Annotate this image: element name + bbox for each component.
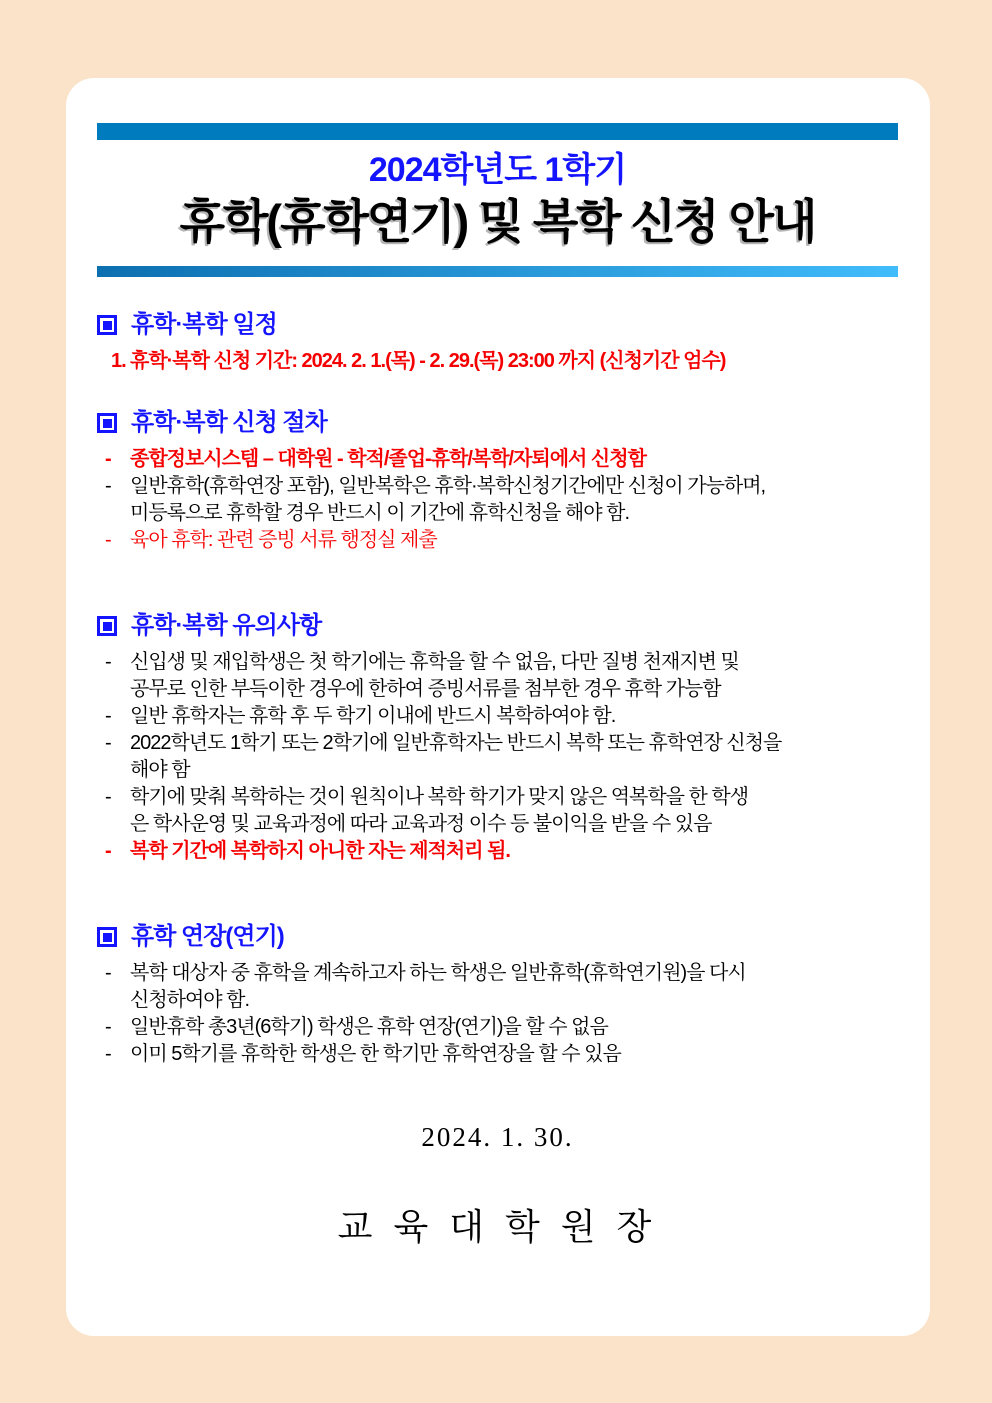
section-heading-label: 휴학·복학 유의사항 <box>131 612 322 639</box>
list-item <box>97 730 898 784</box>
list-item-marker: - <box>105 705 111 727</box>
list-item-marker: - <box>105 732 111 754</box>
list-item-marker: 1. <box>111 350 126 372</box>
section-cautions <box>97 612 898 865</box>
list-item-marker: - <box>105 962 111 984</box>
top-accent-bar <box>97 123 898 140</box>
list-item-line: 이미 5학기를 휴학한 학생은 한 학기만 휴학연장을 할 수 있음 <box>130 1043 621 1065</box>
list-item-marker: - <box>105 448 111 470</box>
list-item-line: 종합정보시스템 – 대학원 - 학적/졸업-휴학/복학/자퇴에서 신청함 <box>130 448 646 470</box>
list-item-marker: - <box>105 840 111 862</box>
section-bullet-icon <box>97 315 117 335</box>
list-item <box>97 473 898 527</box>
section-body <box>97 446 898 554</box>
list-item-line: 휴학·복학 신청 기간: 2024. 2. 1.(목) - 2. 29.(목) 23:00 까지 (신청기간 엄수) <box>130 350 726 372</box>
list-item-line: 2022학년도 1학기 또는 2학기에 일반휴학자는 반드시 복학 또는 휴학연장 신청을 <box>130 732 782 754</box>
section-procedure <box>97 409 898 554</box>
list-item-line: 미등록으로 휴학할 경우 반드시 이 기간에 휴학신청을 해야 함. <box>130 502 630 524</box>
list-item <box>97 348 898 375</box>
section-body <box>97 960 898 1068</box>
list-item <box>97 784 898 838</box>
list-item-marker: - <box>105 1043 111 1065</box>
notice-signature: 교 육 대 학 원 장 <box>337 1207 658 1247</box>
gradient-accent-bar <box>97 266 898 277</box>
list-item <box>97 1041 898 1068</box>
section-heading <box>97 923 898 951</box>
list-item-line: 해야 함 <box>130 759 190 781</box>
section-body <box>97 649 898 865</box>
list-item <box>97 838 898 865</box>
section-heading-label: 휴학·복학 일정 <box>131 311 277 338</box>
list-item-marker: - <box>105 529 111 551</box>
list-item <box>97 527 898 554</box>
list-item-line: 복학 대상자 중 휴학을 계속하고자 하는 학생은 일반휴학(휴학연기원)을 다시 <box>130 962 746 984</box>
list-item-marker: - <box>105 475 111 497</box>
list-item-marker: - <box>105 651 111 673</box>
list-item-line: 일반 휴학자는 휴학 후 두 학기 이내에 반드시 복학하여야 함. <box>130 705 616 727</box>
notice-subtitle: 2024학년도 1학기 <box>368 151 627 189</box>
list-item-line: 복학 기간에 복학하지 아니한 자는 제적처리 됨. <box>130 840 510 862</box>
notice-card-content <box>66 78 930 1250</box>
section-schedule <box>97 311 898 375</box>
section-extension <box>97 923 898 1068</box>
list-item-line: 학기에 맞춰 복학하는 것이 원칙이나 복학 학기가 맞지 않은 역복학을 한 학생 <box>130 786 749 808</box>
list-item-line: 은 학사운영 및 교육과정에 따라 교육과정 이수 등 불이익을 받을 수 있음 <box>130 813 712 835</box>
list-item-marker: - <box>105 1016 111 1038</box>
section-bullet-icon <box>97 616 117 636</box>
list-item-line: 일반휴학 총3년(6학기) 학생은 휴학 연장(연기)을 할 수 없음 <box>130 1016 608 1038</box>
section-heading <box>97 409 898 437</box>
list-item <box>97 649 898 703</box>
list-item-line: 일반휴학(휴학연장 포함), 일반복학은 휴학·복학신청기간에만 신청이 가능하며, <box>130 475 766 497</box>
list-item-marker: - <box>105 786 111 808</box>
section-bullet-icon <box>97 413 117 433</box>
section-heading <box>97 612 898 640</box>
list-item <box>97 446 898 473</box>
notice-card <box>66 78 930 1336</box>
list-item-line: 신입생 및 재입학생은 첫 학기에는 휴학을 할 수 없음, 다만 질병 천재지변 및 <box>130 651 739 673</box>
section-bullet-icon <box>97 927 117 947</box>
section-body <box>97 348 898 375</box>
section-heading-label: 휴학 연장(연기) <box>131 923 284 950</box>
list-item <box>97 960 898 1014</box>
list-item <box>97 703 898 730</box>
section-heading <box>97 311 898 339</box>
list-item-line: 신청하여야 함. <box>130 989 250 1011</box>
list-item-line: 육아 휴학: 관련 증빙 서류 행정실 제출 <box>130 529 437 551</box>
list-item-line: 공무로 인한 부득이한 경우에 한하여 증빙서류를 첨부한 경우 휴학 가능함 <box>130 678 721 700</box>
notice-date: 2024. 1. 30. <box>421 1122 574 1152</box>
notice-title: 휴학(휴학연기) 및 복학 신청 안내 <box>179 195 816 248</box>
list-item <box>97 1014 898 1041</box>
section-heading-label: 휴학·복학 신청 절차 <box>131 409 327 436</box>
